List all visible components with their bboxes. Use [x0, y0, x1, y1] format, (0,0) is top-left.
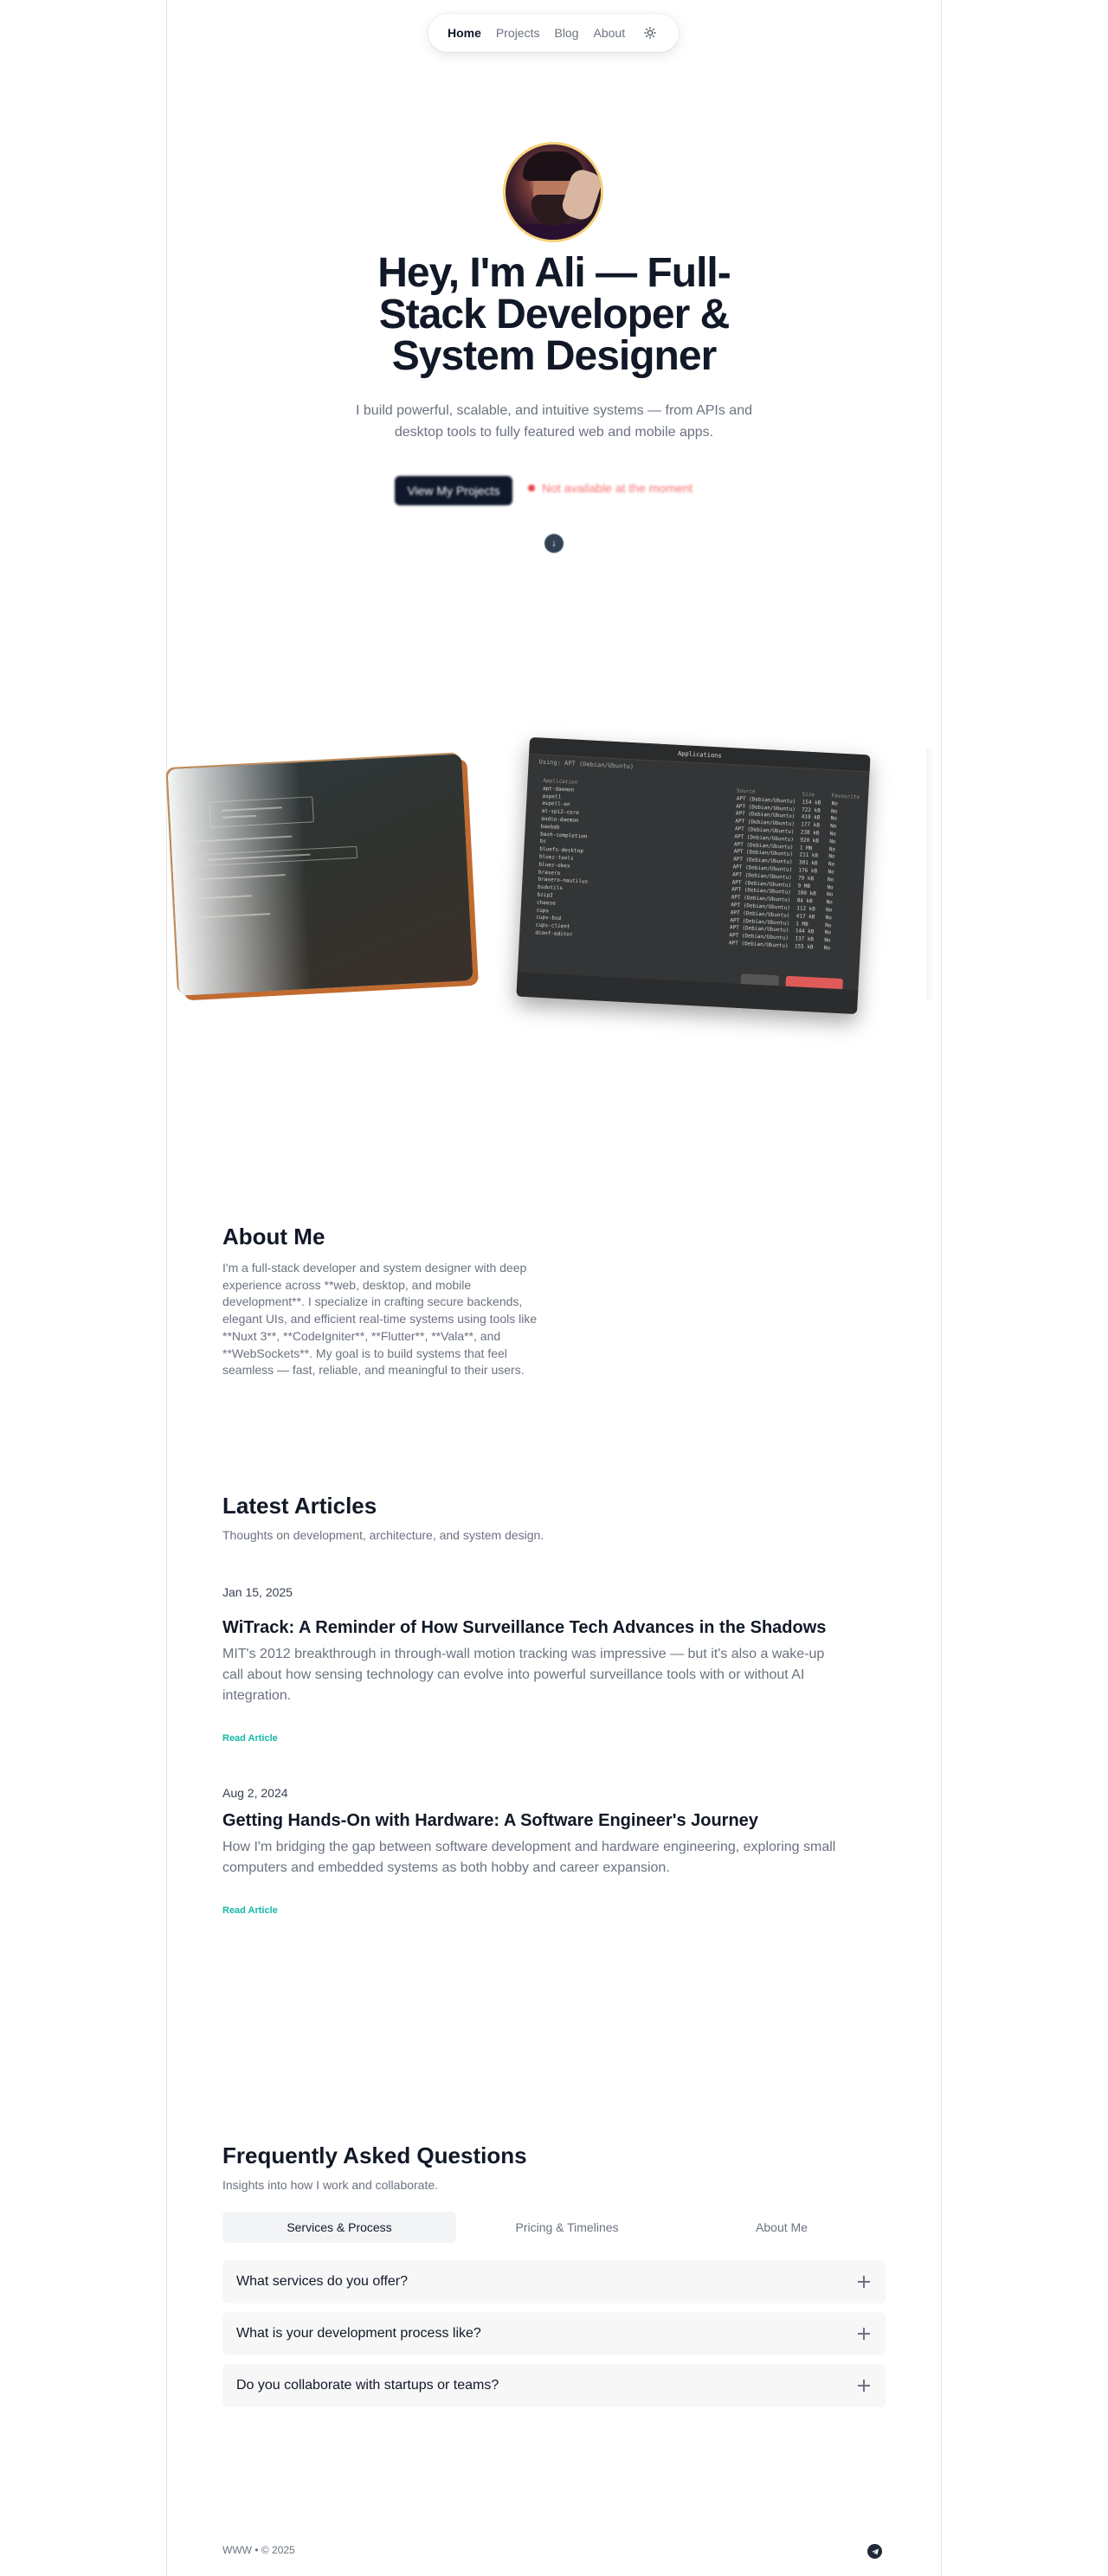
read-article-link[interactable]: Read Article: [222, 1733, 278, 1744]
table-row: audio-daemon APT (Debian/Ubuntu) 238 kB No: [541, 815, 837, 838]
article-date: Aug 2, 2024: [222, 1786, 288, 1800]
table-row: cups APT (Debian/Ubuntu) 1 MB No: [536, 907, 832, 928]
table-row: bc APT (Debian/Ubuntu) 211 kB No: [539, 838, 835, 860]
avatar: [503, 142, 603, 242]
table-row: at-spi2-core APT (Debian/Ubuntu) 177 kB No: [541, 807, 837, 830]
table-header: Application Source Size Favourite: [543, 777, 860, 800]
faq-tabs: [222, 2212, 886, 2243]
hero-title: Hey, I'm Ali — Full-Stack Developer & System Designer: [377, 250, 731, 379]
faq-question-text: What services do you offer?: [236, 2274, 409, 2289]
table-row: aspell APT (Debian/Ubuntu) 722 kB No: [542, 793, 838, 815]
faq-question[interactable]: [222, 2312, 886, 2355]
window-subtitle: Using: APT (Debian/Ubuntu): [538, 758, 635, 771]
table-row: bzip2 APT (Debian/Ubuntu) 112 kB No: [537, 891, 833, 914]
nav-projects[interactable]: Projects: [495, 26, 540, 40]
faq-question[interactable]: [222, 2260, 886, 2303]
read-article-link[interactable]: Read Article: [222, 1905, 278, 1916]
articles-subtitle: Thoughts on development, architecture, and system design.: [222, 1528, 544, 1542]
table-row: cups-client APT (Debian/Ubuntu) 137 kB No: [535, 922, 831, 944]
package-table: [528, 777, 860, 954]
table-row: aspell-en APT (Debian/Ubuntu) 419 kB No: [541, 800, 838, 822]
articles-title: Latest Articles: [222, 1493, 377, 1519]
sun-icon[interactable]: [642, 25, 658, 41]
arrow-down-icon[interactable]: ↓: [544, 534, 564, 553]
plus-icon: [858, 2328, 870, 2340]
table-row: dconf-editor APT (Debian/Ubuntu) 155 kB No: [535, 929, 831, 952]
table-row: brasero APT (Debian/Ubuntu) 9 MB No: [538, 869, 834, 891]
footer-copyright: WWW • © 2025: [222, 2544, 295, 2556]
project-screenshot-2[interactable]: [516, 737, 870, 1014]
nav-home[interactable]: Home: [448, 26, 481, 40]
availability-status: [528, 481, 692, 495]
faq-title: Frequently Asked Questions: [222, 2142, 527, 2168]
faq-question[interactable]: [222, 2364, 886, 2407]
view-projects-button[interactable]: View My Projects: [395, 476, 512, 505]
about-text: I'm a full-stack developer and system designer with deep experience across **web, desktop, and mobile development**. I specialize in crafting secure backends, elegant UIs, and efficient real-time systems using tools like **Nuxt 3**, **CodeIgniter**, **Flutter**, **Vala**, and **WebSockets**. My goal is to build systems that feel seamless — fast, reliable, and meaningful to their users.: [222, 1261, 538, 1378]
table-row: bluez-tools APT (Debian/Ubuntu) 176 kB No: [538, 853, 834, 876]
nav-about[interactable]: About: [593, 26, 626, 40]
faq-question-text: What is your development process like?: [236, 2326, 481, 2341]
table-row: bsdutils APT (Debian/Ubuntu) 84 kB No: [537, 883, 834, 906]
hero-subtitle: I build powerful, scalable, and intuitive systems — from APIs and desktop tools to fully featured web and mobile apps.: [356, 403, 752, 440]
plus-icon: [858, 2276, 870, 2288]
table-row: brasero-nautilus APT (Debian/Ubuntu) 100 kB No: [538, 876, 834, 898]
article-title[interactable]: WiTrack: A Reminder of How Surveillance Tech Advances in the Shadows: [222, 1618, 827, 1637]
table-row: bluez-obex APT (Debian/Ubuntu) 79 kB No: [538, 861, 834, 883]
faq-question-text: Do you collaborate with startups or teams?: [236, 2378, 499, 2393]
nav-blog[interactable]: Blog: [554, 26, 579, 40]
plus-icon: [858, 2380, 870, 2392]
article-excerpt: MIT's 2012 breakthrough in through-wall motion tracking was impressive — but it's also a wake-up call about how sensing technology can evolve into powerful surveillance tools with or without AI integration.: [222, 1647, 825, 1703]
article-date: Jan 15, 2025: [222, 1585, 293, 1599]
table-row: cheese APT (Debian/Ubuntu) 417 kB No: [536, 899, 833, 922]
table-row: cups-bsd APT (Debian/Ubuntu) 144 kB No: [536, 914, 832, 936]
article-excerpt: How I'm bridging the gap between software development and hardware engineering, exploring small computers and embedded systems as both hobby and career expansion.: [222, 1840, 836, 1875]
table-row: apt-daemon APT (Debian/Ubuntu) 154 kB No: [542, 785, 838, 807]
table-row: bluefs-desktop APT (Debian/Ubuntu) 301 kB No: [539, 845, 835, 868]
table-row: bash-completion APT (Debian/Ubuntu) 1 MB No: [540, 831, 836, 853]
tab-pricing-timelines[interactable]: Pricing & Timelines: [515, 2220, 619, 2234]
tab-services-process[interactable]: Services & Process: [222, 2212, 456, 2243]
project-screenshot-3: [926, 749, 935, 1000]
status-dot-icon: [528, 485, 535, 491]
tab-about-me[interactable]: About Me: [756, 2220, 808, 2234]
table-row: baobab APT (Debian/Ubuntu) 920 kB No: [540, 823, 836, 845]
about-title: About Me: [222, 1224, 325, 1249]
telegram-icon[interactable]: [867, 2544, 882, 2559]
top-nav: [428, 14, 679, 52]
project-screenshot-1[interactable]: [167, 754, 473, 995]
window-titlebar: Applications: [529, 737, 871, 773]
faq-subtitle: Insights into how I work and collaborate.: [222, 2178, 439, 2192]
availability-text: Not available at the moment: [542, 481, 693, 495]
article-title[interactable]: Getting Hands-On with Hardware: A Software Engineer's Journey: [222, 1811, 758, 1830]
